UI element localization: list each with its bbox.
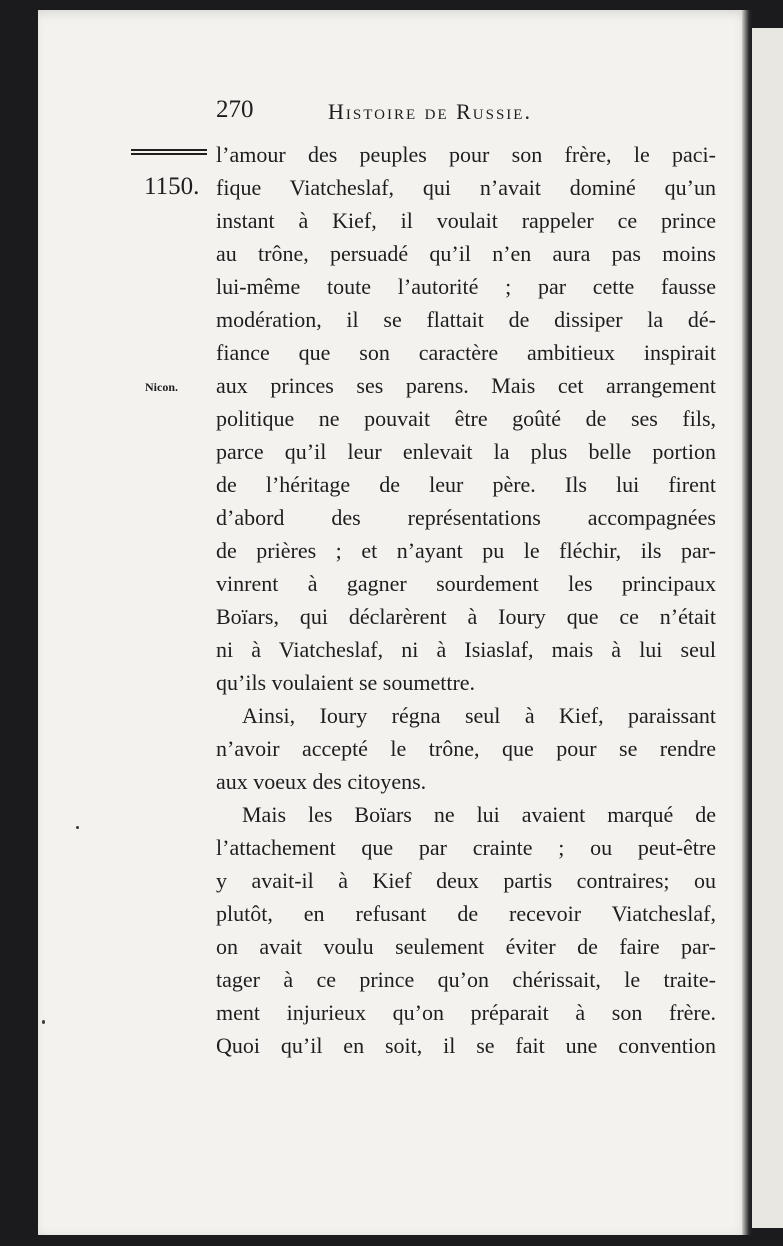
text-line: Ainsi, Ioury régna seul à Kief, paraissant: [242, 703, 716, 728]
text-line: d’abord des représentations accompagnées: [216, 505, 716, 530]
text-line: fiance que son caractère ambitieux inspirait: [216, 340, 716, 365]
running-title: Histoire de Russie.: [328, 99, 532, 124]
text-line: tager à ce prince qu’on chérissait, le traite-: [216, 967, 716, 992]
text-line: au trône, persuadé qu’il n’en aura pas moins: [216, 241, 716, 266]
text-line: de l’héritage de leur père. Ils lui firent: [216, 472, 716, 497]
text-line: instant à Kief, il voulait rappeler ce prince: [216, 208, 716, 233]
text-line: Mais les Boïars ne lui avaient marqué de: [242, 802, 716, 827]
text-line: aux voeux des citoyens.: [216, 769, 427, 794]
text-line: fique Viatcheslaf, qui n’avait dominé qu’un: [216, 175, 716, 200]
text-line: de prières ; et n’ayant pu le fléchir, ils par-: [216, 538, 716, 563]
text-line: modération, il se flattait de dissiper la dé-: [216, 307, 716, 332]
text-line: lui-même toute l’autorité ; par cette fausse: [216, 274, 716, 299]
text-line: parce qu’il leur enlevait la plus belle portion: [216, 439, 716, 464]
text-line: qu’ils voulaient se soumettre.: [216, 670, 476, 695]
next-page-edge: [752, 28, 783, 1228]
text-line: ment injurieux qu’on préparait à son frère.: [216, 1000, 716, 1025]
text-line: l’amour des peuples pour son frère, le paci-: [216, 142, 716, 167]
paper-speck: [76, 826, 79, 829]
text-line: ni à Viatcheslaf, ni à Isiaslaf, mais à lui seul: [216, 637, 716, 662]
margin-year: 1150.: [144, 173, 200, 200]
margin-source-note: Nicon.: [145, 380, 178, 394]
text-line: aux princes ses parens. Mais cet arrangement: [216, 373, 716, 398]
running-head: [216, 96, 616, 130]
book-gutter: [742, 10, 752, 1235]
text-line: Boïars, qui déclarèrent à Ioury que ce n’était: [216, 604, 716, 629]
section-rule: [131, 149, 207, 159]
text-line: y avait-il à Kief deux partis contraires; ou: [216, 868, 716, 893]
text-line: vinrent à gagner sourdement les principaux: [216, 571, 716, 596]
text-line: Quoi qu’il en soit, il se fait une convention: [216, 1033, 716, 1058]
text-line: on avait voulu seulement éviter de faire par-: [216, 934, 716, 959]
text-line: politique ne pouvait être goûté de ses fils,: [216, 406, 716, 431]
paper-speck: [42, 1020, 45, 1024]
text-line: n’avoir accepté le trône, que pour se rendre: [216, 736, 716, 761]
text-line: l’attachement que par crainte ; ou peut-être: [216, 835, 716, 860]
page-number: 270: [216, 96, 254, 123]
text-line: plutôt, en refusant de recevoir Viatcheslaf,: [216, 901, 716, 926]
